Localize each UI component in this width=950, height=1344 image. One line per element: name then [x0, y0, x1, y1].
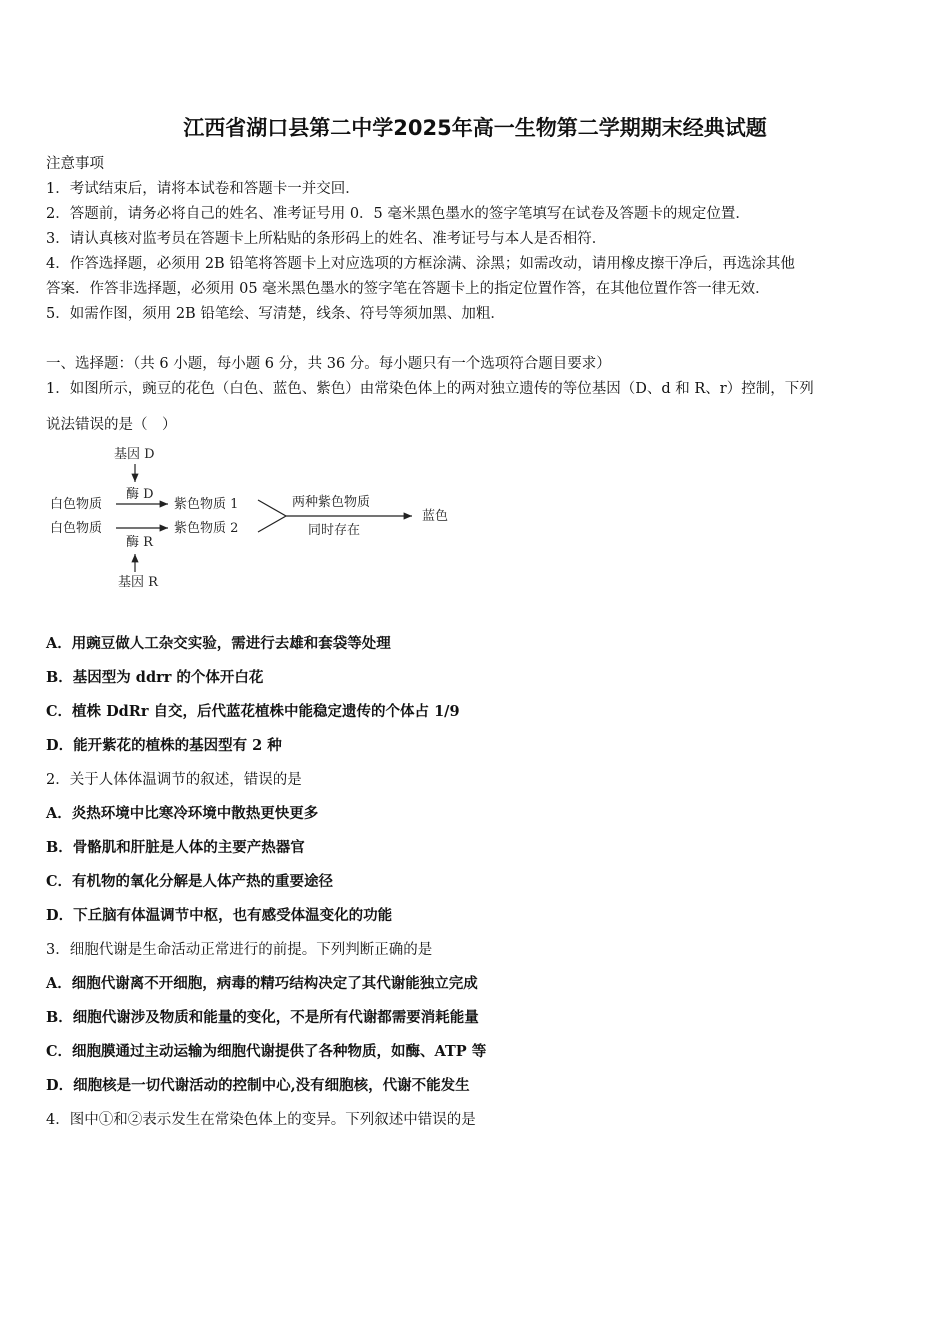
white-substance-2: 白色物质: [50, 521, 103, 536]
blue-label: 蓝色: [422, 509, 449, 524]
purple-substance-2: 紫色物质 2: [174, 521, 239, 536]
page-title: 江西省湖口县第二中学2025年高一生物第二学期期末经典试题: [183, 116, 767, 140]
question-2-option-a: A．炎热环境中比寒冷环境中散热更快更多: [46, 805, 319, 822]
question-1-option-d: D．能开紫花的植株的基因型有 2 种: [46, 737, 282, 754]
question-1-option-c: C．植株 DdRr 自交，后代蓝花植株中能稳定遗传的个体占 1/9: [46, 703, 460, 720]
notice-item: 3．请认真核对监考员在答题卡上所粘贴的条形码上的姓名、准考证号与本人是否相符．: [46, 231, 607, 247]
notice-item: 1．考试结束后，请将本试卷和答题卡一并交回．: [46, 181, 360, 197]
question-2-option-b: B．骨骼肌和肝脏是人体的主要产热器官: [46, 839, 305, 856]
merge-bracket: [258, 500, 286, 532]
notice-item: 答案．作答非选择题，必须用 05 毫米黑色墨水的签字笔在答题卡上的指定位置作答，在其他位置作答一律无效．: [46, 281, 770, 297]
notice-item: 5．如需作图，须用 2B 铅笔绘、写清楚，线条、符号等须加黑、加粗．: [46, 306, 505, 322]
coexist-top-label: 两种紫色物质: [292, 495, 371, 510]
white-substance-1: 白色物质: [50, 497, 103, 512]
question-3-option-c: C．细胞膜通过主动运输为细胞代谢提供了各种物质，如酶、ATP 等: [46, 1043, 487, 1060]
question-2-option-c: C．有机物的氧化分解是人体产热的重要途径: [46, 873, 334, 890]
question-4-stem: 4．图中①和②表示发生在常染色体上的变异。下列叙述中错误的是: [46, 1112, 476, 1128]
question-3-option-a: A．细胞代谢离不开细胞，病毒的精巧结构决定了其代谢能独立完成: [46, 975, 478, 992]
section-heading: 一、选择题：（共 6 小题，每小题 6 分，共 36 分。每小题只有一个选项符合题目要求）: [46, 356, 611, 372]
question-2-option-d: D．下丘脑有体温调节中枢，也有感受体温变化的功能: [46, 907, 393, 924]
notice-heading: 注意事项: [46, 156, 104, 172]
question-3-option-b: B．细胞代谢涉及物质和能量的变化，不是所有代谢都需要消耗能量: [46, 1009, 479, 1026]
question-1-option-b: B．基因型为 ddrr 的个体开白花: [46, 669, 264, 686]
question-3-option-d: D．细胞核是一切代谢活动的控制中心,没有细胞核，代谢不能发生: [46, 1077, 470, 1094]
notice-item: 4．作答选择题，必须用 2B 铅笔将答题卡上对应选项的方框涂满、涂黑；如需改动，请用橡皮擦干净后，再选涂其他: [46, 256, 795, 272]
purple-substance-1: 紫色物质 1: [174, 497, 239, 512]
question-3-stem: 3．细胞代谢是生命活动正常进行的前提。下列判断正确的是: [46, 942, 433, 958]
notice-item: 2．答题前，请务必将自己的姓名、准考证号用 0．5 毫米黑色墨水的签字笔填写在试卷及答题卡的规定位置．: [46, 206, 750, 222]
gene-r-label: 基因 R: [118, 575, 158, 590]
enzyme-d-label: 酶 D: [126, 487, 154, 502]
enzyme-r-label: 酶 R: [126, 535, 153, 550]
question-1-option-a: A．用豌豆做人工杂交实验，需进行去雄和套袋等处理: [46, 635, 391, 652]
coexist-bottom-label: 同时存在: [308, 523, 361, 538]
question-1-stem-cont: 说法错误的是（ ）: [46, 417, 177, 433]
gene-d-label: 基因 D: [114, 447, 155, 462]
flower-color-pathway-diagram: [40, 440, 470, 600]
question-2-stem: 2．关于人体体温调节的叙述，错误的是: [46, 772, 302, 788]
question-1-stem: 1．如图所示，豌豆的花色（白色、蓝色、紫色）由常染色体上的两对独立遗传的等位基因（D、d 和 R、r）控制，下列: [46, 381, 814, 397]
